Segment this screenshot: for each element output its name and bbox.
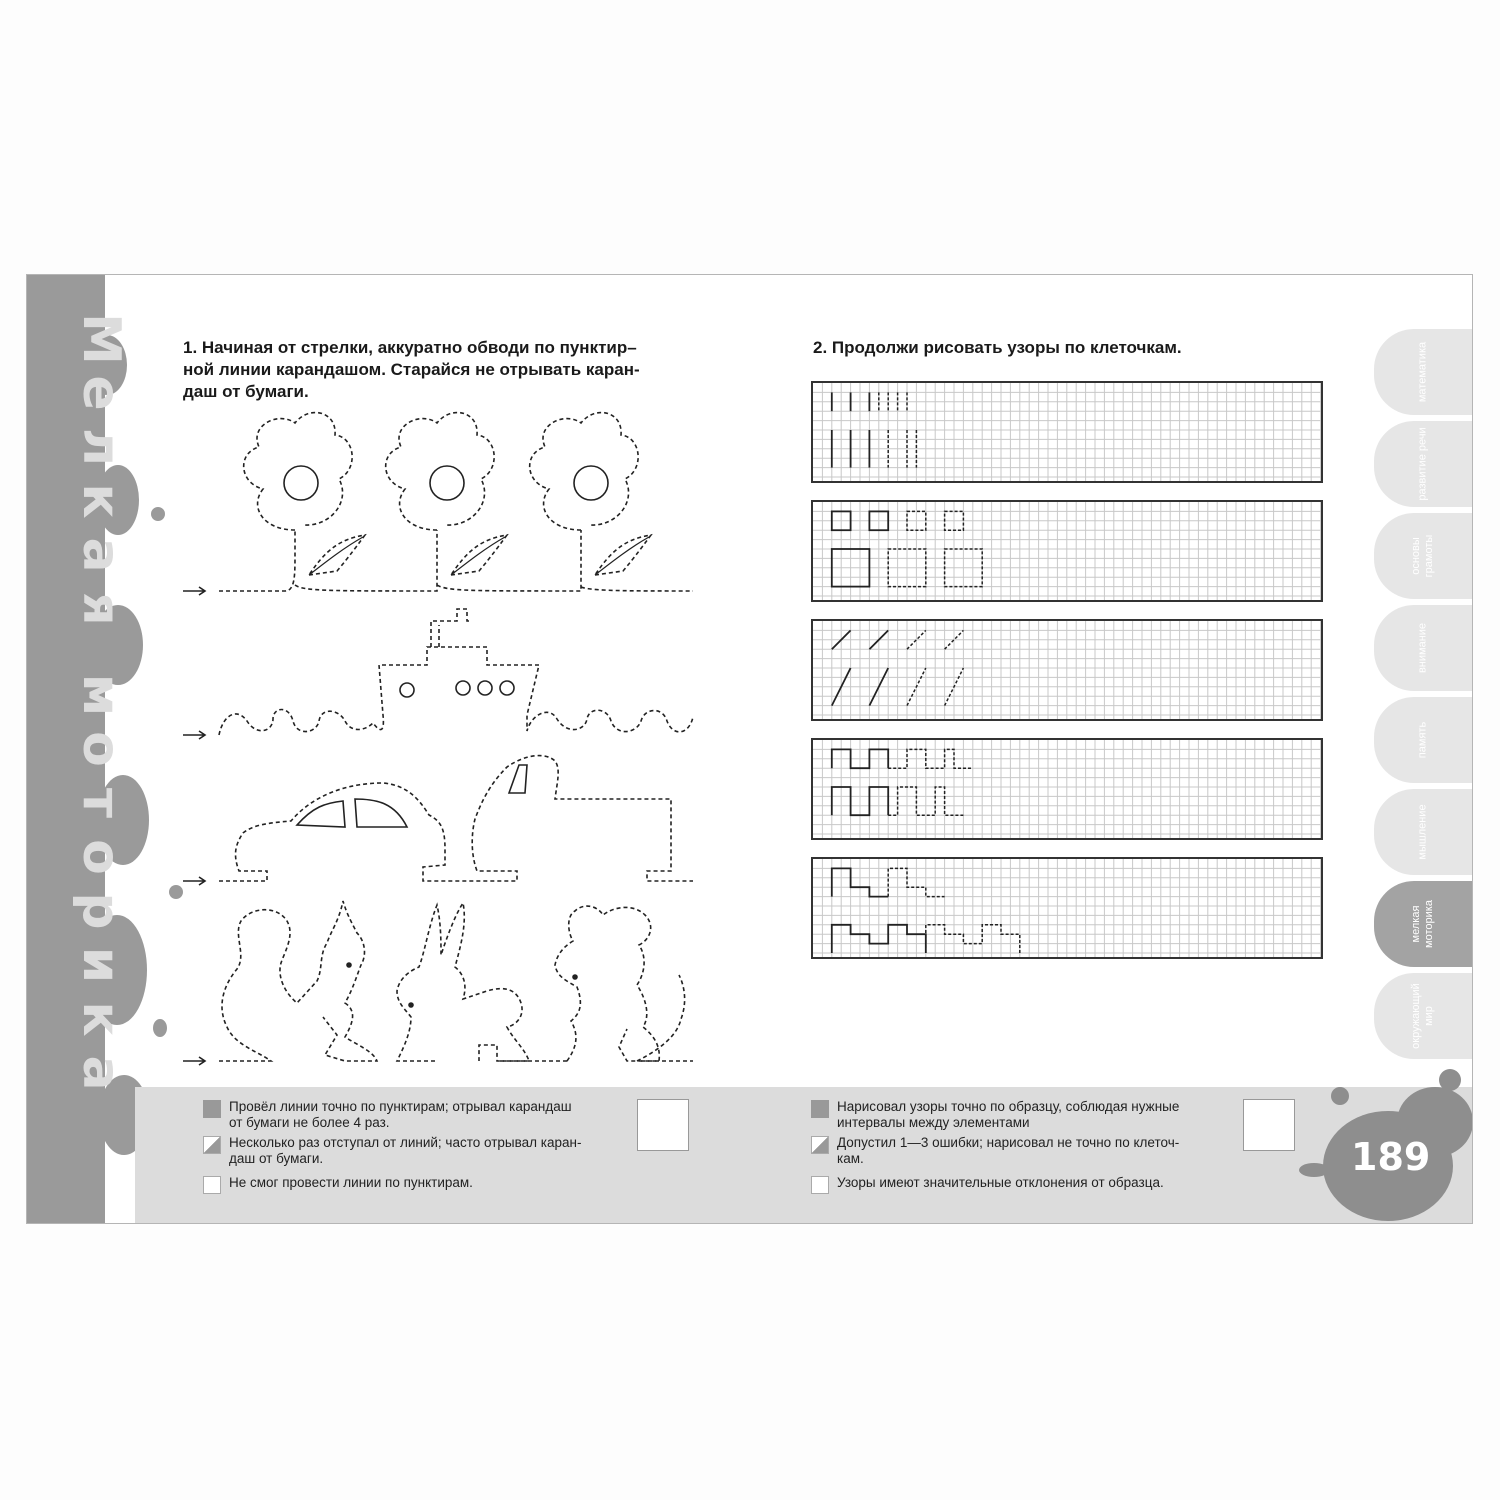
tab-внимание[interactable]: [1374, 605, 1472, 691]
grid-cells: [813, 740, 1321, 838]
criteria-empty-marker: [203, 1176, 221, 1194]
criteria-line: кам.: [837, 1151, 864, 1166]
criteria-line: даш от бумаги.: [229, 1151, 324, 1166]
side-title-letter: и: [71, 946, 131, 984]
pattern-grid[interactable]: [811, 857, 1323, 959]
page-number: 189: [1351, 1135, 1431, 1179]
tab-label: развитие речи: [1416, 427, 1429, 501]
page-number-blob: [1439, 1069, 1461, 1091]
task1-title-line: ной линии карандашом. Старайся не отрывать каран-: [183, 360, 640, 379]
side-title-letter: к: [71, 483, 131, 519]
tab-развитие-речи[interactable]: [1374, 421, 1472, 507]
grid-cells: [813, 859, 1321, 957]
task1-title-line: 1. Начиная от стрелки, аккуратно обводи по пунктир–: [183, 338, 637, 357]
tab-label: память: [1416, 721, 1429, 759]
tab-основы-грамоты[interactable]: [1374, 513, 1472, 599]
grid-cells: [813, 383, 1321, 481]
side-title-letter: а: [71, 1055, 131, 1091]
criteria-line: Не смог провести линии по пунктирам.: [229, 1175, 473, 1190]
criteria-text: [229, 1175, 473, 1191]
criteria-empty-marker: [811, 1176, 829, 1194]
criteria-line: Провёл линии точно по пунктирам; отрывал карандаш: [229, 1099, 572, 1114]
grid-cells: [813, 502, 1321, 600]
pattern-grid[interactable]: [811, 500, 1323, 602]
pattern-grid[interactable]: [811, 738, 1323, 840]
tab-label: мелкая моторика: [1410, 900, 1435, 948]
side-title-letter: л: [71, 427, 131, 467]
criteria-line: интервалы между элементами: [837, 1115, 1030, 1130]
score-box-left[interactable]: [637, 1099, 689, 1151]
tab-label: математика: [1416, 341, 1429, 403]
criteria-text: [837, 1099, 1179, 1131]
criteria-text: [837, 1135, 1179, 1167]
criteria-half-marker: [203, 1136, 221, 1154]
side-title-letter: к: [71, 1001, 131, 1037]
animals-row: [219, 901, 693, 1061]
side-title-letter: р: [71, 892, 131, 930]
page-number-blob: [1299, 1163, 1329, 1177]
criteria-text: [229, 1099, 572, 1131]
tab-мелкая-моторика[interactable]: [1374, 881, 1472, 967]
criteria-half-marker: [811, 1136, 829, 1154]
side-title-letter: о: [71, 731, 131, 767]
criteria-line: Узоры имеют значительные отклонения от образца.: [837, 1175, 1164, 1190]
side-title-letter: а: [71, 537, 131, 573]
criteria-text: [229, 1135, 581, 1167]
tab-label: основы грамоты: [1410, 534, 1435, 578]
side-title-letter: я: [71, 592, 131, 626]
workbook-page: [26, 274, 1473, 1224]
tracing-drawings: [27, 275, 727, 1085]
ship-row: [219, 609, 693, 735]
criteria-line: Допустил 1—3 ошибки; нарисовал не точно по клеточ-: [837, 1135, 1180, 1150]
task2-title: 2. Продолжи рисовать узоры по клеточкам.: [813, 338, 1182, 357]
flowers-row: [219, 413, 693, 591]
tab-память[interactable]: [1374, 697, 1472, 783]
criteria-line: Несколько раз отступал от линий; часто отрывал каран-: [229, 1135, 582, 1150]
start-arrows: [183, 587, 205, 1065]
tab-label: мышление: [1416, 804, 1429, 860]
pattern-grid[interactable]: [811, 619, 1323, 721]
tab-окружающий-мир[interactable]: [1374, 973, 1472, 1059]
tab-математика[interactable]: [1374, 329, 1472, 415]
side-title-letter: м: [71, 673, 131, 717]
page-number-blob: [1331, 1087, 1349, 1105]
criteria-text: [837, 1175, 1164, 1191]
tab-label: окружающий мир: [1410, 983, 1435, 1049]
vehicles-row: [219, 756, 693, 881]
tab-label: внимание: [1416, 622, 1429, 674]
side-title-letter: т: [71, 787, 131, 819]
side-title-letter: о: [71, 839, 131, 875]
score-box-right[interactable]: [1243, 1099, 1295, 1151]
criteria-full-marker: [203, 1100, 221, 1118]
pattern-grid[interactable]: [811, 381, 1323, 483]
criteria-line: Нарисовал узоры точно по образцу, соблюдая нужные: [837, 1099, 1180, 1114]
ship-portholes: [400, 681, 514, 697]
criteria-full-marker: [811, 1100, 829, 1118]
grid-cells: [813, 621, 1321, 719]
vehicle-windows: [297, 765, 527, 827]
side-title-letter: М: [71, 313, 131, 365]
animal-eyes: [347, 963, 577, 1007]
side-title-letter: е: [71, 375, 131, 411]
tab-мышление[interactable]: [1374, 789, 1472, 875]
criteria-line: от бумаги не более 4 раз.: [229, 1115, 390, 1130]
task1-title-line: даш от бумаги.: [183, 382, 309, 401]
